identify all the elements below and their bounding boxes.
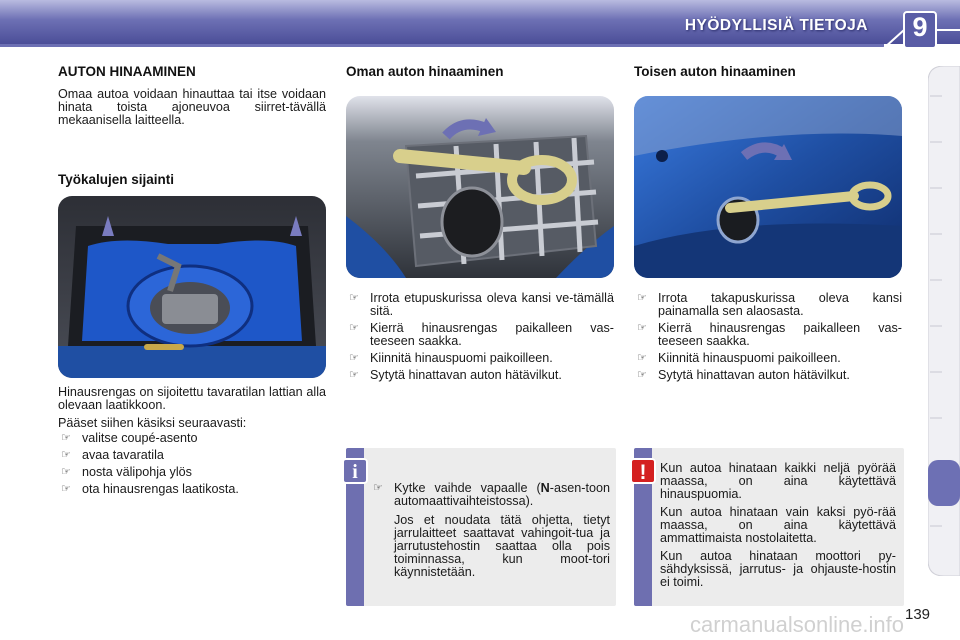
list-item: ☞ Sytytä hinattavan auton hätävilkut. [637,368,850,382]
access-steps-list [58,432,326,500]
info-list [370,482,610,512]
hand-bullet-icon: ☞ [61,483,71,495]
trunk-photo [58,196,326,378]
list-item: ☞ ota hinausrengas laatikosta. [61,482,239,496]
other-car-heading: Toisen auton hinaaminen [634,64,796,79]
tools-heading: Työkalujen sijainti [58,172,175,187]
warning-text [660,462,896,594]
list-item: ☞ Kiinnitä hinauspuomi paikoilleen. [349,351,553,365]
intro-text: Omaa autoa voidaan hinauttaa tai itse voidaan hinata toista ajoneuvoa siirret-tävällä mekaanisella laitteella. [58,87,326,127]
hand-bullet-icon: ☞ [349,292,359,304]
list-item: ☞ valitse coupé-asento [61,431,198,445]
other-car-steps-list [634,292,902,386]
svg-text:!: ! [639,461,647,484]
hand-bullet-icon: ☞ [349,369,359,381]
page-number: 139 [905,606,931,623]
warning-icon [630,458,656,484]
watermark: carmanualsonline.info [690,612,905,637]
rear-bumper-photo [634,96,902,278]
list-item: ☞ nosta välipohja ylös [61,465,192,479]
warning-para: Kun autoa hinataan vain kaksi pyö-rää maassa, on aina käytettävä ammattimaista nostolaitetta. [660,505,896,545]
hand-bullet-icon: ☞ [349,352,359,364]
list-item: ☞ Kytke vaihde vapaalle (N-asen-toon automaattivaihteistossa). [373,481,610,508]
list-item: ☞ avaa tavaratila [61,448,164,462]
section-title: HYÖDYLLISIÄ TIETOJA [684,17,868,34]
hand-bullet-icon: ☞ [61,466,71,478]
hand-bullet-icon: ☞ [61,432,71,444]
list-item: ☞ Kierrä hinausrengas paikalleen vas-teeseen saakka. [637,321,902,348]
hand-bullet-icon: ☞ [349,322,359,334]
trunk-text: Hinausrengas on sijoitettu tavaratilan lattian alla olevaan laatikkoon. [58,385,326,412]
list-item: ☞ Kierrä hinausrengas paikalleen vas-teeseen saakka. [349,321,614,348]
front-bumper-photo [346,96,614,278]
trunk-paragraph [58,386,326,435]
hand-bullet-icon: ☞ [637,352,647,364]
hand-bullet-icon: ☞ [637,292,647,304]
warning-box [634,448,904,606]
info-note: Jos et noudata tätä ohjetta, tietyt jarrulaitteet saattavat vahingoit-tua ja jarrutustehostin saattaa olla pois toiminnassa, kun moot-tori käynnistetään. [394,513,610,579]
own-car-steps-list [346,292,614,386]
warning-para: Kun autoa hinataan moottori py-sähdyksissä, jarrutus- ja ohjauste-hostin ei toimi. [660,549,896,589]
chapter-tabs[interactable] [928,66,960,576]
hand-bullet-icon: ☞ [61,449,71,461]
warning-para: Kun autoa hinataan kaikki neljä pyörää maassa, on aina käytettävä hinauspuomia. [660,461,896,501]
hand-bullet-icon: ☞ [637,322,647,334]
info-icon [342,458,368,484]
intro-paragraph [58,88,326,132]
list-item: ☞ Kiinnitä hinauspuomi paikoilleen. [637,351,841,365]
list-item: ☞ Sytytä hinattavan auton hätävilkut. [349,368,562,382]
hand-bullet-icon: ☞ [637,369,647,381]
own-car-heading: Oman auton hinaaminen [346,64,504,79]
list-item: ☞ Irrota etupuskurissa oleva kansi ve-tämällä sitä. [349,291,614,318]
hand-bullet-icon: ☞ [373,482,383,494]
main-heading: AUTON HINAAMINEN [58,64,196,79]
info-box [346,448,616,606]
svg-text:i: i [352,461,358,483]
chapter-number: 9 [912,12,928,42]
list-item: ☞ Irrota takapuskurissa oleva kansi painamalla sen alaosasta. [637,291,902,318]
access-text: Pääset siihen käsiksi seuraavasti: [58,416,247,430]
